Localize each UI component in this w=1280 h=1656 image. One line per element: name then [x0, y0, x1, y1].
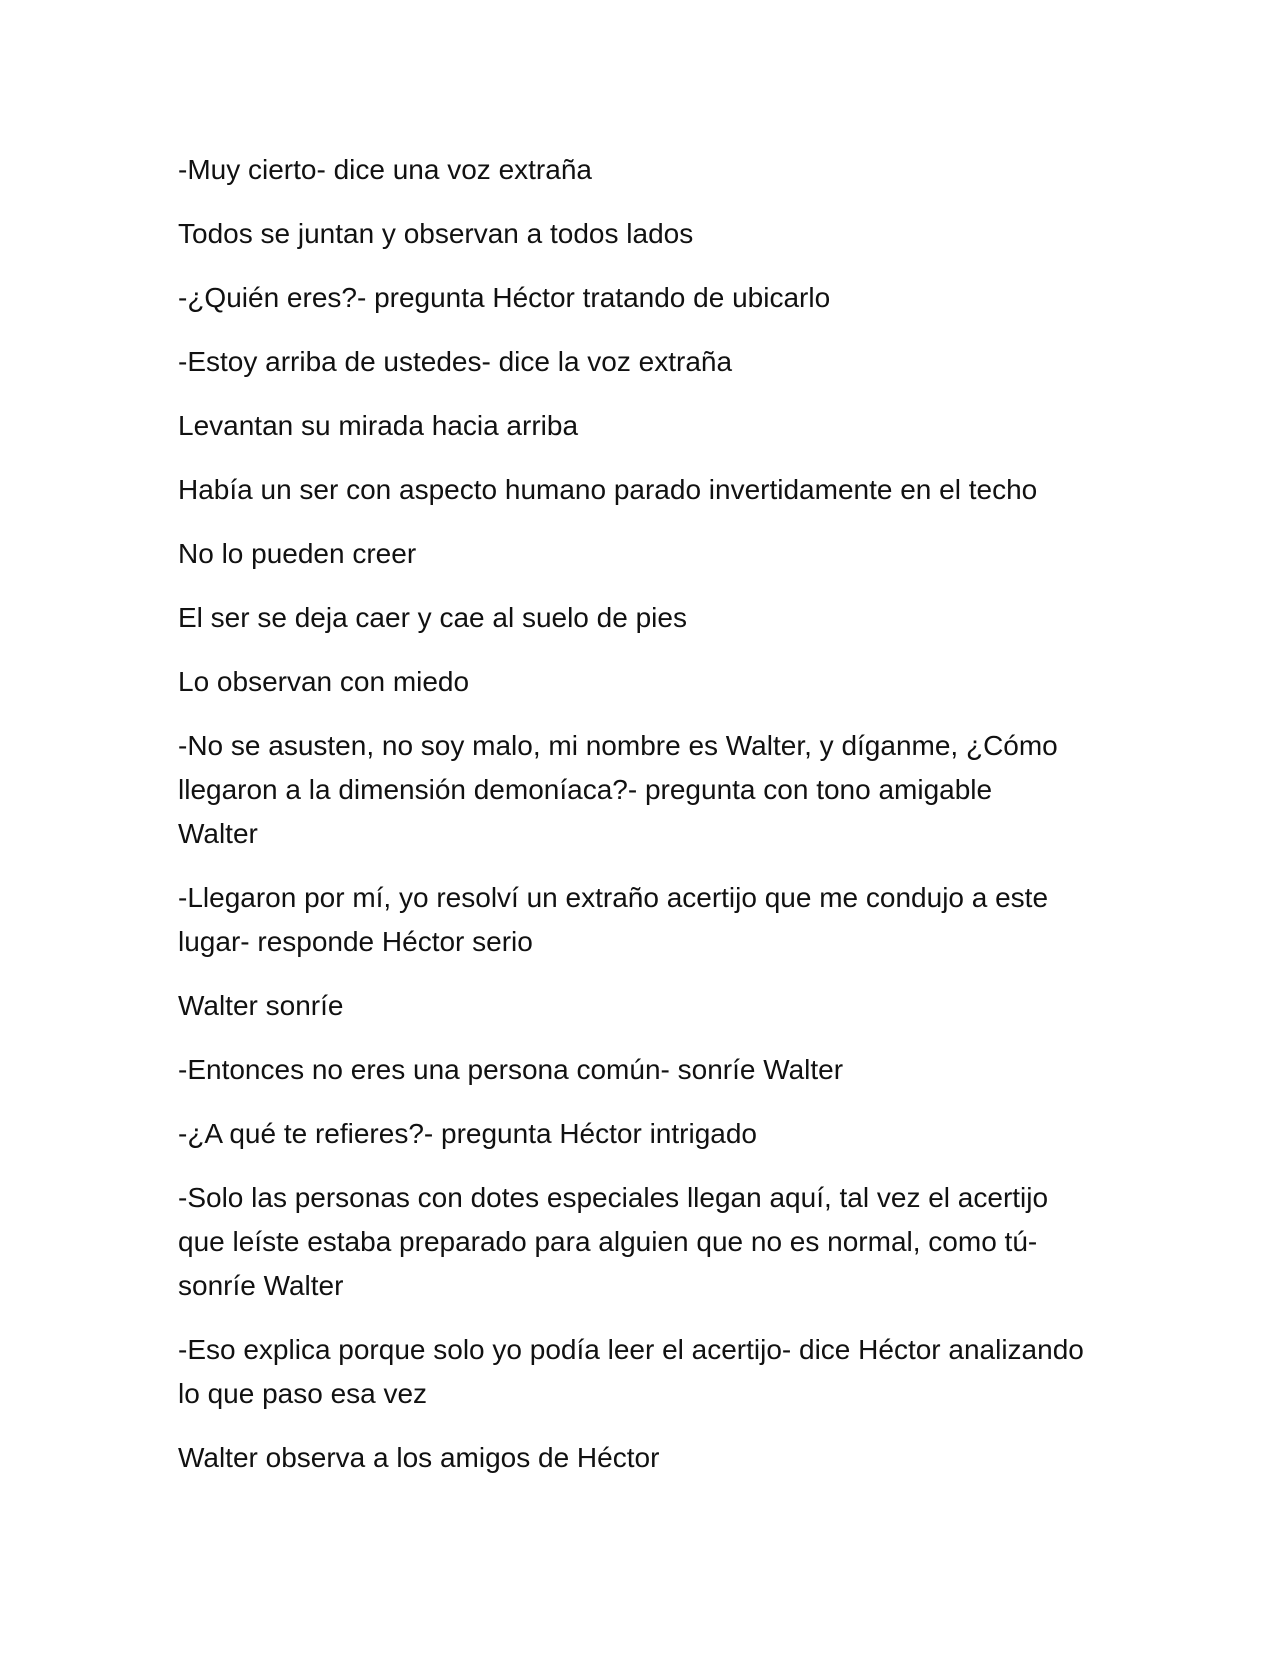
paragraph — [178, 660, 1113, 704]
paragraph — [178, 876, 1113, 964]
document-body — [178, 148, 1113, 1500]
text-line: -Estoy arriba de ustedes- dice la voz extraña — [178, 346, 733, 377]
paragraph — [178, 984, 1113, 1028]
text-line: Walter sonríe — [178, 990, 344, 1021]
text-line: llegaron a la dimensión demoníaca?- pregunta con tono amigable — [178, 774, 993, 805]
text-line: sonríe Walter — [178, 1270, 344, 1301]
text-line: que leíste estaba preparado para alguien que no es normal, como tú- — [178, 1226, 1038, 1257]
text-line: No lo pueden creer — [178, 538, 417, 569]
text-line: -Solo las personas con dotes especiales llegan aquí, tal vez el acertijo — [178, 1182, 1049, 1213]
paragraph — [178, 1112, 1113, 1156]
text-line: -¿A qué te refieres?- pregunta Héctor intrigado — [178, 1118, 757, 1149]
paragraph — [178, 276, 1113, 320]
text-line: Walter — [178, 818, 258, 849]
text-line: El ser se deja caer y cae al suelo de pies — [178, 602, 687, 633]
text-line: Había un ser con aspecto humano parado invertidamente en el techo — [178, 474, 1038, 505]
paragraph — [178, 1176, 1113, 1308]
paragraph — [178, 596, 1113, 640]
text-line: -¿Quién eres?- pregunta Héctor tratando de ubicarlo — [178, 282, 831, 313]
text-line: -No se asusten, no soy malo, mi nombre es Walter, y díganme, ¿Cómo — [178, 730, 1058, 761]
text-line: -Entonces no eres una persona común- sonríe Walter — [178, 1054, 844, 1085]
paragraph — [178, 1436, 1113, 1480]
text-line: Levantan su mirada hacia arriba — [178, 410, 579, 441]
paragraph — [178, 212, 1113, 256]
paragraph — [178, 148, 1113, 192]
text-line: lugar- responde Héctor serio — [178, 926, 533, 957]
text-line: -Eso explica porque solo yo podía leer el acertijo- dice Héctor analizando — [178, 1334, 1084, 1365]
paragraph — [178, 532, 1113, 576]
text-line: lo que paso esa vez — [178, 1378, 428, 1409]
paragraph — [178, 1048, 1113, 1092]
text-line: -Llegaron por mí, yo resolví un extraño acertijo que me condujo a este — [178, 882, 1049, 913]
paragraph — [178, 404, 1113, 448]
paragraph — [178, 340, 1113, 384]
text-line: -Muy cierto- dice una voz extraña — [178, 154, 592, 185]
paragraph — [178, 724, 1113, 856]
paragraph — [178, 1328, 1113, 1416]
text-line: Walter observa a los amigos de Héctor — [178, 1442, 660, 1473]
paragraph — [178, 468, 1113, 512]
text-line: Todos se juntan y observan a todos lados — [178, 218, 694, 249]
text-line: Lo observan con miedo — [178, 666, 470, 697]
